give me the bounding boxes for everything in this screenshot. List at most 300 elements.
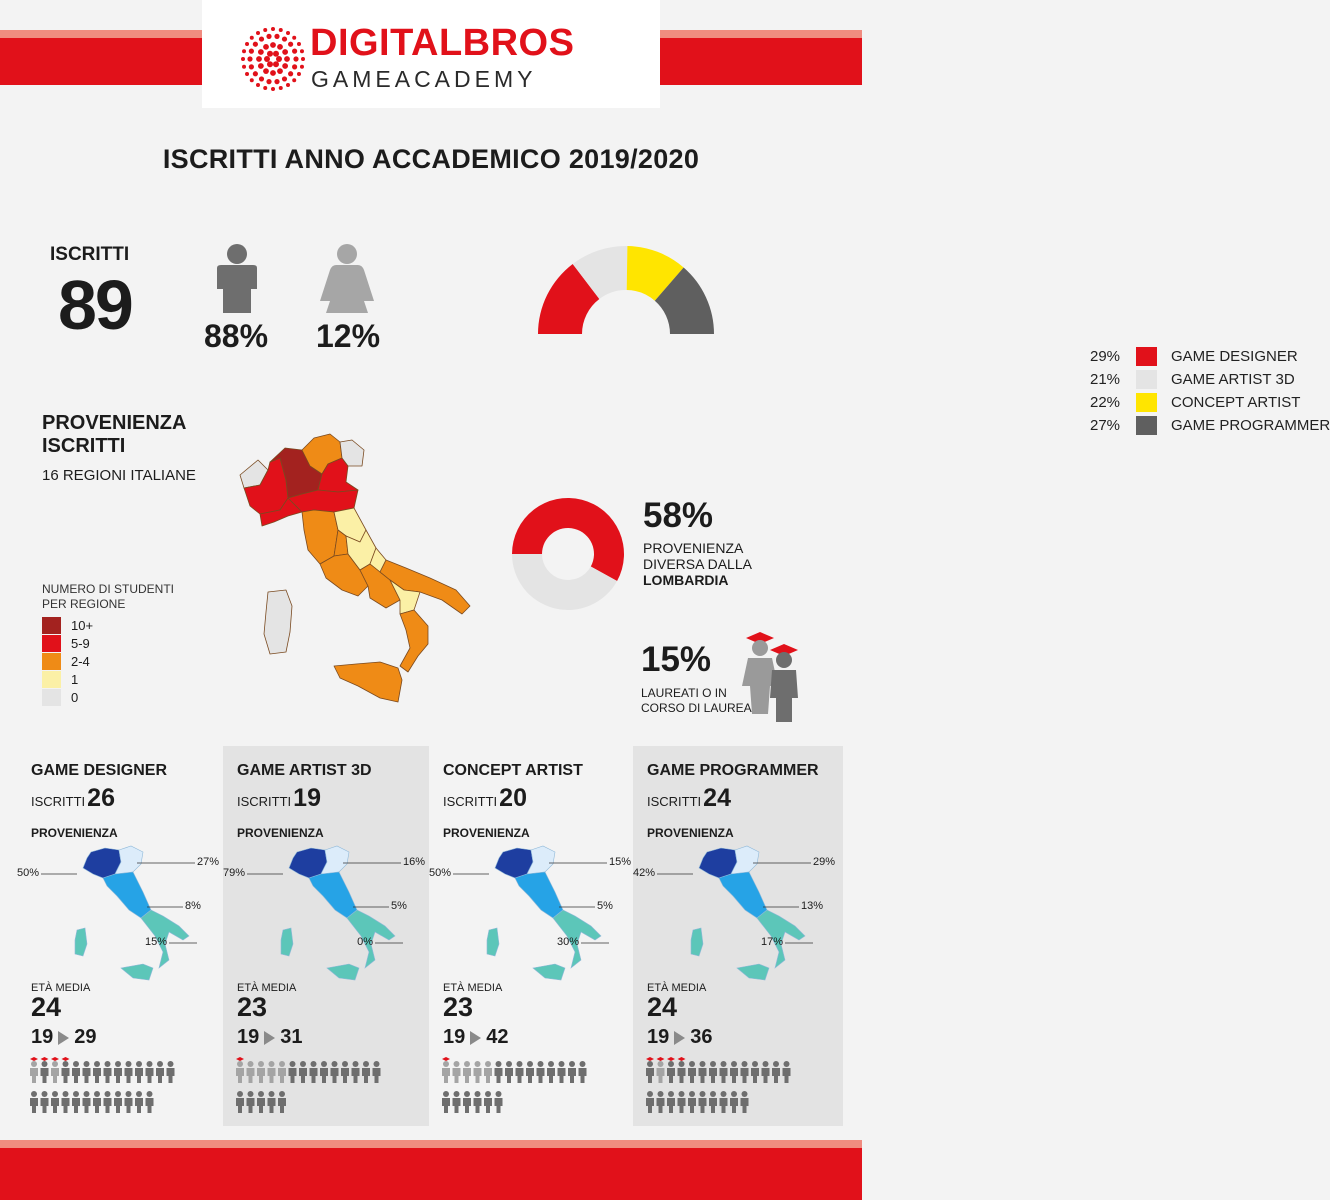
- student-icon: [268, 1091, 276, 1113]
- student-body: [709, 1098, 717, 1113]
- map-legend-label: 2-4: [71, 654, 90, 669]
- student-head: [443, 1061, 449, 1067]
- student-head: [773, 1061, 779, 1067]
- student-head: [342, 1061, 348, 1067]
- logo-dot: [249, 49, 254, 54]
- student-icon: [762, 1061, 770, 1083]
- student-head: [443, 1091, 449, 1097]
- course-eta-value: 23: [443, 992, 474, 1022]
- roles-legend-pct: 27%: [1090, 416, 1121, 434]
- roles-legend-row: [1090, 415, 1330, 435]
- student-icon: [741, 1091, 749, 1113]
- student-icon: [709, 1061, 717, 1083]
- student-head: [721, 1091, 727, 1097]
- student-head: [538, 1061, 544, 1067]
- course-leader-line: [223, 942, 429, 944]
- course-age-min: 19: [237, 1026, 260, 1048]
- map-legend-swatch: [42, 671, 61, 688]
- course-pct-label: 5%: [391, 900, 407, 912]
- logo-dot: [273, 61, 279, 67]
- region-sardegna: [264, 590, 292, 654]
- logo-dot: [253, 71, 258, 76]
- student-head: [63, 1061, 69, 1067]
- course-provenienza-label: PROVENIENZA: [31, 826, 118, 840]
- student-icon: [474, 1061, 482, 1083]
- roles-legend-swatch: [1136, 347, 1157, 366]
- course-iscritti-label: ISCRITTI: [443, 794, 498, 809]
- student-body: [709, 1068, 717, 1083]
- graduate-cap-icon: [667, 1057, 675, 1061]
- student-body: [495, 1098, 503, 1113]
- course-iscritti: [237, 784, 321, 813]
- course-provenienza-label: PROVENIENZA: [443, 826, 530, 840]
- logo-dot: [274, 34, 279, 39]
- student-body: [741, 1098, 749, 1113]
- logo-dot: [247, 56, 252, 61]
- laureati-pct: 15%: [641, 640, 712, 679]
- student-body: [453, 1098, 461, 1113]
- student-body: [442, 1068, 450, 1083]
- student-body: [667, 1068, 675, 1083]
- mini-map-centre: [309, 872, 357, 918]
- course-pct-label: 0%: [357, 936, 373, 948]
- logo-dot: [288, 42, 293, 47]
- course-leader-line: [429, 942, 633, 944]
- student-body: [362, 1068, 370, 1083]
- region-calabria: [400, 610, 428, 672]
- student-body: [257, 1068, 265, 1083]
- student-body: [299, 1068, 307, 1083]
- student-head: [258, 1091, 264, 1097]
- play-arrow-icon: [674, 1031, 685, 1045]
- course-iscritti: [443, 784, 527, 813]
- graduate-cap-icon: [678, 1057, 686, 1061]
- course-pct-label: 15%: [609, 856, 632, 868]
- student-head: [353, 1061, 359, 1067]
- lombardia-text: [643, 540, 752, 588]
- female-pct: 12%: [316, 318, 381, 354]
- logo-dot: [292, 78, 296, 82]
- student-icon: [699, 1091, 707, 1113]
- student-icon: [83, 1091, 91, 1113]
- student-icon: [341, 1061, 349, 1083]
- graduate-cap-icon: [236, 1057, 244, 1061]
- student-icon: [646, 1091, 654, 1113]
- student-head: [31, 1061, 37, 1067]
- student-icon: [30, 1057, 38, 1083]
- logo-dot: [274, 79, 279, 84]
- course-leader-line: [17, 862, 223, 864]
- course-iscritti-value: 20: [499, 784, 527, 812]
- course-title: GAME ARTIST 3D: [237, 762, 372, 779]
- course-provenienza-label: PROVENIENZA: [647, 826, 734, 840]
- logo-dot: [282, 76, 287, 81]
- graduate-cap-icon: [657, 1057, 665, 1061]
- logo-dot: [242, 49, 246, 53]
- student-head: [168, 1061, 174, 1067]
- student-body: [474, 1068, 482, 1083]
- roles-legend-row: [1090, 346, 1330, 366]
- logo-dot: [277, 44, 283, 50]
- student-head: [269, 1061, 275, 1067]
- student-head: [147, 1061, 153, 1067]
- region-toscana: [302, 510, 338, 564]
- student-head: [710, 1091, 716, 1097]
- course-eta-label: ETÀ MEDIA: [443, 982, 503, 994]
- course-age-max: 42: [486, 1026, 509, 1048]
- student-icon: [51, 1091, 59, 1113]
- student-head: [454, 1061, 460, 1067]
- logo-dot: [250, 36, 254, 40]
- student-head: [279, 1091, 285, 1097]
- student-body: [730, 1068, 738, 1083]
- laureati-text-line2: CORSO DI LAUREA: [641, 701, 752, 715]
- course-title: GAME DESIGNER: [31, 762, 168, 779]
- student-head: [679, 1061, 685, 1067]
- logo-dot: [286, 31, 290, 35]
- laureati-text: [641, 686, 752, 716]
- student-head: [710, 1061, 716, 1067]
- logo-dot: [276, 56, 282, 62]
- course-title: GAME PROGRAMMER: [647, 762, 819, 779]
- student-body: [751, 1068, 759, 1083]
- bottom-band: [0, 1148, 862, 1200]
- female-icon: [318, 243, 376, 315]
- student-head: [237, 1061, 243, 1067]
- student-body: [268, 1068, 276, 1083]
- student-head: [731, 1091, 737, 1097]
- student-head: [147, 1091, 153, 1097]
- student-body: [30, 1098, 38, 1113]
- logo-dot: [286, 83, 290, 87]
- student-head: [279, 1061, 285, 1067]
- student-body: [463, 1068, 471, 1083]
- mini-map-sicily: [737, 964, 769, 980]
- student-icon: [125, 1091, 133, 1113]
- course-eta-value: 24: [31, 992, 62, 1022]
- student-head: [548, 1061, 554, 1067]
- course-eta-label: ETÀ MEDIA: [237, 982, 297, 994]
- student-head: [115, 1061, 121, 1067]
- graduate-cap-icon: [51, 1057, 59, 1061]
- student-head: [94, 1061, 100, 1067]
- student-head: [679, 1091, 685, 1097]
- student-body: [257, 1098, 265, 1113]
- student-body: [558, 1068, 566, 1083]
- student-icon: [373, 1061, 381, 1083]
- student-icon: [442, 1091, 450, 1113]
- student-body: [657, 1068, 665, 1083]
- course-mini-map: [47, 844, 207, 984]
- student-body: [678, 1068, 686, 1083]
- student-head: [580, 1061, 586, 1067]
- student-body: [247, 1068, 255, 1083]
- logo-dot: [271, 27, 275, 31]
- student-body: [568, 1068, 576, 1083]
- student-head: [126, 1061, 132, 1067]
- logo-dot: [297, 72, 301, 76]
- student-head: [374, 1061, 380, 1067]
- map-legend-title: [42, 582, 174, 612]
- provenienza-title-line2: ISCRITTI: [42, 435, 126, 457]
- course-mini-map: [663, 844, 823, 984]
- lombardia-donut-chart: [510, 496, 626, 612]
- student-icon: [453, 1091, 461, 1113]
- student-body: [537, 1068, 545, 1083]
- student-body: [453, 1068, 461, 1083]
- student-icon: [114, 1091, 122, 1113]
- course-leader-line: [223, 906, 429, 908]
- course-leader-line: [223, 862, 429, 864]
- student-head: [311, 1061, 317, 1067]
- graduate-cap-icon: [62, 1057, 70, 1061]
- logo-dot: [300, 65, 304, 69]
- student-head: [731, 1061, 737, 1067]
- student-icon: [484, 1091, 492, 1113]
- student-body: [331, 1068, 339, 1083]
- student-icon: [352, 1061, 360, 1083]
- student-body: [699, 1068, 707, 1083]
- course-leader-line: [17, 942, 223, 944]
- student-head: [700, 1061, 706, 1067]
- logo-dot: [270, 42, 276, 48]
- student-icon: [247, 1091, 255, 1113]
- student-head: [668, 1091, 674, 1097]
- student-head: [73, 1061, 79, 1067]
- student-icon: [114, 1061, 122, 1083]
- student-icon: [783, 1061, 791, 1083]
- student-body: [146, 1098, 154, 1113]
- course-age-min: 19: [443, 1026, 466, 1048]
- course-pct-label: 50%: [16, 867, 39, 879]
- student-icon: [568, 1061, 576, 1083]
- student-head: [485, 1061, 491, 1067]
- graduate-cap-icon: [442, 1057, 450, 1061]
- logo-dot: [292, 36, 296, 40]
- logo-dot: [292, 49, 297, 54]
- student-body: [762, 1068, 770, 1083]
- play-arrow-icon: [470, 1031, 481, 1045]
- student-head: [73, 1091, 79, 1097]
- logo-dot: [258, 49, 264, 55]
- logo-dot: [279, 28, 283, 32]
- course-leader-line: [17, 873, 223, 875]
- student-body: [62, 1098, 70, 1113]
- student-head: [136, 1091, 142, 1097]
- student-icon: [93, 1091, 101, 1113]
- logo-dot: [256, 56, 262, 62]
- student-body: [484, 1098, 492, 1113]
- course-age-range: [443, 1026, 509, 1049]
- student-icon: [104, 1091, 112, 1113]
- student-icon: [289, 1061, 297, 1083]
- student-body: [463, 1098, 471, 1113]
- map-legend-title-line2: PER REGIONE: [42, 597, 126, 611]
- student-icon: [495, 1091, 503, 1113]
- student-icon: [720, 1091, 728, 1113]
- student-head: [689, 1091, 695, 1097]
- student-head: [668, 1061, 674, 1067]
- student-body: [678, 1098, 686, 1113]
- course-pct-label: 29%: [813, 856, 836, 868]
- logo-dot: [249, 64, 254, 69]
- student-body: [41, 1098, 49, 1113]
- logo-dot: [271, 87, 275, 91]
- student-body: [62, 1068, 70, 1083]
- student-body: [484, 1068, 492, 1083]
- iscritti-value: 89: [58, 266, 132, 344]
- course-iscritti: [647, 784, 731, 813]
- student-body: [135, 1068, 143, 1083]
- student-body: [720, 1098, 728, 1113]
- student-body: [442, 1098, 450, 1113]
- student-icon: [688, 1061, 696, 1083]
- mini-map-centre: [515, 872, 563, 918]
- course-provenienza-label: PROVENIENZA: [237, 826, 324, 840]
- student-head: [742, 1091, 748, 1097]
- student-body: [547, 1068, 555, 1083]
- student-body: [289, 1068, 297, 1083]
- logo-dot: [242, 65, 246, 69]
- student-body: [310, 1068, 318, 1083]
- course-pct-label: 42%: [632, 867, 655, 879]
- student-icon: [278, 1091, 286, 1113]
- student-head: [363, 1061, 369, 1067]
- course-eta-label: ETÀ MEDIA: [647, 982, 707, 994]
- student-body: [114, 1098, 122, 1113]
- student-head: [248, 1091, 254, 1097]
- student-head: [464, 1091, 470, 1097]
- logo-dot: [245, 42, 249, 46]
- student-icon: [247, 1061, 255, 1083]
- map-legend-label: 0: [71, 690, 79, 705]
- student-icon: [526, 1061, 534, 1083]
- student-body: [688, 1068, 696, 1083]
- student-head: [464, 1061, 470, 1067]
- course-age-max: 36: [690, 1026, 713, 1048]
- student-icon: [41, 1091, 49, 1113]
- course-pct-label: 17%: [760, 936, 783, 948]
- italy-regions-map: [230, 430, 480, 710]
- student-icon: [278, 1061, 286, 1083]
- student-head: [647, 1091, 653, 1097]
- student-icon: [167, 1061, 175, 1083]
- student-body: [474, 1098, 482, 1113]
- graduate-cap-icon: [41, 1057, 49, 1061]
- laureati-text-line1: LAUREATI O IN: [641, 686, 727, 700]
- course-pct-label: 13%: [801, 900, 824, 912]
- student-body: [320, 1068, 328, 1083]
- map-legend-row: [42, 617, 93, 634]
- student-icon: [730, 1061, 738, 1083]
- course-title: CONCEPT ARTIST: [443, 762, 583, 779]
- roles-legend-swatch: [1136, 370, 1157, 389]
- roles-legend-row: [1090, 392, 1330, 412]
- student-body: [373, 1068, 381, 1083]
- logo-dot: [282, 36, 287, 41]
- course-column: [633, 746, 843, 1126]
- course-students-icons: [29, 1056, 219, 1118]
- page-title: ISCRITTI ANNO ACCADEMICO 2019/2020: [162, 144, 700, 174]
- student-icon: [463, 1091, 471, 1113]
- student-head: [157, 1061, 163, 1067]
- map-legend-label: 10+: [71, 618, 94, 633]
- student-body: [236, 1098, 244, 1113]
- student-head: [300, 1061, 306, 1067]
- student-body: [657, 1098, 665, 1113]
- student-icon: [135, 1091, 143, 1113]
- mini-map-centre: [719, 872, 767, 918]
- student-icon: [146, 1091, 154, 1113]
- region-sicilia: [334, 662, 402, 702]
- provenienza-title-line1: PROVENIENZA: [42, 412, 187, 434]
- student-head: [752, 1061, 758, 1067]
- lombardia-pct: 58%: [643, 496, 714, 535]
- roles-legend-pct: 29%: [1090, 347, 1121, 365]
- student-body: [51, 1068, 59, 1083]
- course-age-min: 19: [31, 1026, 54, 1048]
- student-body: [526, 1068, 534, 1083]
- student-icon: [62, 1091, 70, 1113]
- roles-legend-pct: 21%: [1090, 370, 1121, 388]
- roles-legend-swatch: [1136, 393, 1157, 412]
- student-icon: [51, 1057, 59, 1083]
- student-icon: [442, 1057, 450, 1083]
- logo-dot: [263, 68, 269, 74]
- male-icon: [211, 243, 263, 315]
- student-icon: [41, 1057, 49, 1083]
- student-icon: [657, 1091, 665, 1113]
- student-head: [742, 1061, 748, 1067]
- student-head: [527, 1061, 533, 1067]
- student-body: [688, 1098, 696, 1113]
- student-head: [569, 1061, 575, 1067]
- student-icon: [453, 1061, 461, 1083]
- student-body: [772, 1068, 780, 1083]
- course-leader-line: [429, 873, 633, 875]
- course-column: [429, 746, 633, 1126]
- student-body: [146, 1068, 154, 1083]
- logo-dot: [263, 28, 267, 32]
- student-body: [135, 1098, 143, 1113]
- roles-legend-label: CONCEPT ARTIST: [1171, 393, 1301, 411]
- map-legend-title-line1: NUMERO DI STUDENTI: [42, 582, 174, 596]
- logo-text-gameacademy: GAMEACADEMY: [311, 66, 537, 92]
- student-head: [52, 1091, 58, 1097]
- graduate-cap-icon: [30, 1057, 38, 1061]
- logo-dots-icon: [240, 26, 306, 92]
- logo-dot: [264, 56, 270, 62]
- student-head: [658, 1061, 664, 1067]
- lombardia-text-line2: DIVERSA DALLA: [643, 556, 752, 572]
- logo-dot: [273, 51, 279, 57]
- student-body: [93, 1068, 101, 1083]
- mini-map-sicily: [121, 964, 153, 980]
- student-icon: [699, 1061, 707, 1083]
- roles-legend-label: GAME ARTIST 3D: [1171, 370, 1295, 388]
- map-legend-row: [42, 689, 78, 706]
- student-body: [516, 1068, 524, 1083]
- student-body: [667, 1098, 675, 1113]
- course-students-icons: [441, 1056, 631, 1118]
- course-iscritti-value: 19: [293, 784, 321, 812]
- course-mini-map: [459, 844, 619, 984]
- course-age-range: [31, 1026, 97, 1049]
- map-legend-swatch: [42, 653, 61, 670]
- logo-dot: [284, 56, 290, 62]
- student-body: [167, 1068, 175, 1083]
- student-icon: [463, 1061, 471, 1083]
